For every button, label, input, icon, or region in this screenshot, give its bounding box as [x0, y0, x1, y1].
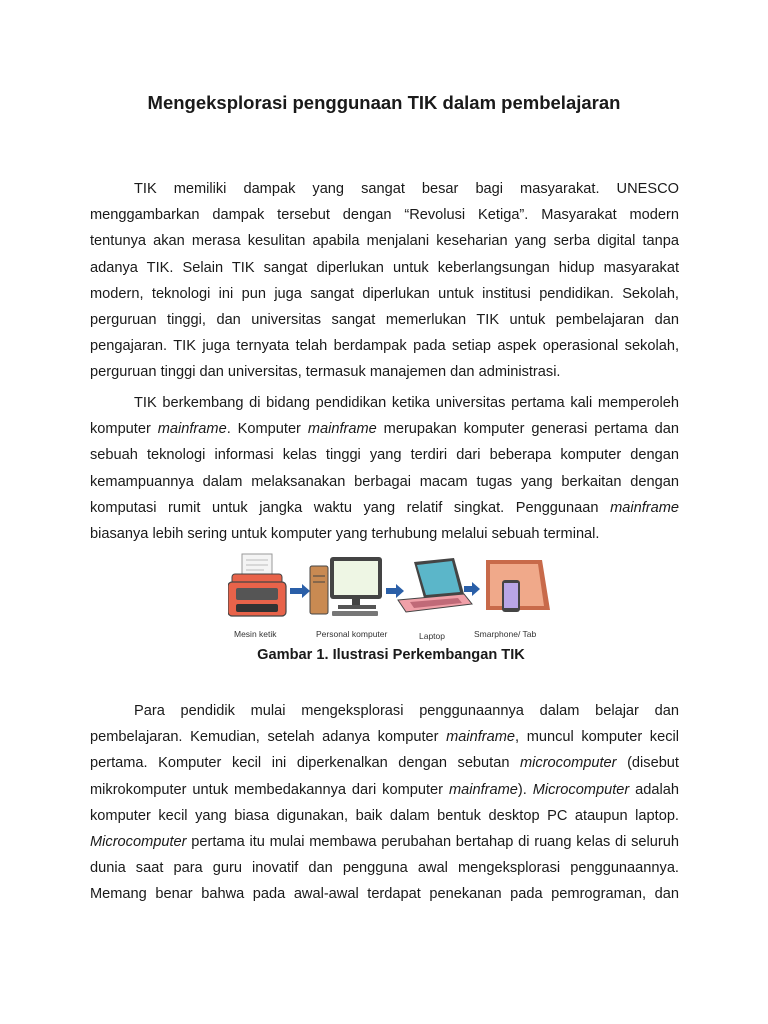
text-run: , muncul komputer kecil: [515, 729, 679, 746]
text-run: adalah: [629, 781, 679, 798]
text-line: TIK berkembang di bidang pendidikan ketika universitas pertama kali memperoleh: [134, 395, 679, 411]
laptop-icon: [398, 558, 472, 612]
text-line: TIK memiliki dampak yang sangat besar bagi masyarakat. UNESCO: [134, 181, 679, 197]
text-line: tentunya akan merasa kesulitan apabila menjalani keseharian yang serba digital tanpa: [90, 233, 679, 250]
italic-term: mainframe: [448, 781, 518, 798]
paragraph-1: [90, 176, 679, 386]
arrow-right-icon: [386, 584, 404, 598]
figure-label: Mesin ketik: [234, 629, 277, 639]
paragraph-2: [90, 390, 679, 547]
text-line: pengajaran. TIK juga ternyata telah berdampak pada setiap aspek operasional sekolah,: [90, 338, 679, 355]
text-line: [90, 777, 679, 803]
figure-label: Smarphone/ Tab: [474, 629, 537, 639]
text-run: (disebut: [616, 755, 679, 772]
text-line: komputer kecil yang biasa digunakan, baik dalam bentuk desktop PC ataupun laptop.: [90, 807, 679, 824]
text-run: pertama itu mulai membawa perubahan bertahap di ruang kelas di seluruh: [186, 834, 679, 851]
text-line: [90, 416, 679, 442]
italic-term: mainframe: [307, 421, 377, 438]
italic-term: mainframe: [446, 729, 516, 746]
page-title: Mengeksplorasi penggunaan TIK dalam pembelajaran: [147, 92, 621, 113]
figure-label: Laptop: [419, 631, 445, 641]
figure-caption: Gambar 1. Ilustrasi Perkembangan TIK: [257, 647, 525, 663]
italic-term: mainframe: [610, 499, 679, 516]
text-run: komputasi rumit untuk jangka waktu yang relatif singkat. Penggunaan: [90, 499, 599, 516]
text-run: mikrokomputer untuk membedakannya dari komputer: [90, 781, 449, 798]
text-run: . Komputer: [226, 421, 308, 438]
text-run: merupakan komputer generasi pertama dan: [376, 421, 680, 438]
text-line: kemampuannya dalam melaksanakan berbagai macam tugas yang berkaitan dengan: [90, 473, 679, 490]
text-run: komputer: [90, 421, 158, 438]
text-line: sebuah teknologi informasi kelas tinggi yang terdiri dari beberapa komputer dengan: [90, 447, 679, 464]
figure-ict-evolution: [228, 552, 554, 644]
personal-computer-icon: [310, 557, 382, 616]
text-line: Para pendidik mulai mengeksplorasi penggunaannya dalam belajar dan: [134, 703, 679, 719]
figure-label: Personal komputer: [316, 629, 388, 639]
italic-term: Microcomputer: [532, 781, 630, 798]
arrow-right-icon: [290, 584, 310, 598]
italic-term: Microcomputer: [90, 834, 187, 851]
ict-evolution-illustration: [228, 552, 554, 632]
text-line: adanya TIK. Selain TIK sangat diperlukan untuk keberlangsungan hidup masyarakat: [90, 259, 679, 276]
text-run: ).: [517, 781, 533, 798]
text-line: perguruan tinggi, dan universitas sangat memerlukan TIK untuk pembelajaran dan: [90, 312, 679, 329]
text-run: pertama. Komputer kecil ini diperkenalkan dengan sebutan: [90, 755, 520, 772]
typewriter-icon: [228, 554, 286, 616]
text-line: dunia saat para guru inovatif dan pengguna awal mengeksplorasi penggunaannya.: [90, 860, 679, 877]
text-line: [90, 750, 679, 776]
text-line: perguruan tinggi dan universitas, termasuk manajemen dan administrasi.: [90, 364, 561, 381]
text-line: modern, teknologi ini pun juga sangat diperlukan untuk institusi pendidikan. Sekolah,: [90, 285, 679, 302]
text-run: pembelajaran. Kemudian, setelah adanya komputer: [90, 729, 447, 746]
text-line: [90, 829, 679, 855]
italic-term: mainframe: [157, 421, 227, 438]
tablet-smartphone-icon: [486, 560, 550, 612]
text-line: Memang benar bahwa pada awal-awal terdapat penekanan pada pemrograman, dan: [90, 886, 679, 903]
text-line: [90, 724, 679, 750]
text-line: menggambarkan dampak tersebut dengan “Revolusi Ketiga”. Masyarakat modern: [90, 207, 679, 224]
text-line: biasanya lebih sering untuk komputer yang terhubung melalui sebuah terminal.: [90, 526, 600, 543]
arrow-right-icon: [464, 582, 480, 596]
italic-term: microcomputer: [520, 755, 617, 772]
text-line: [90, 495, 679, 521]
paragraph-3: [90, 698, 679, 908]
